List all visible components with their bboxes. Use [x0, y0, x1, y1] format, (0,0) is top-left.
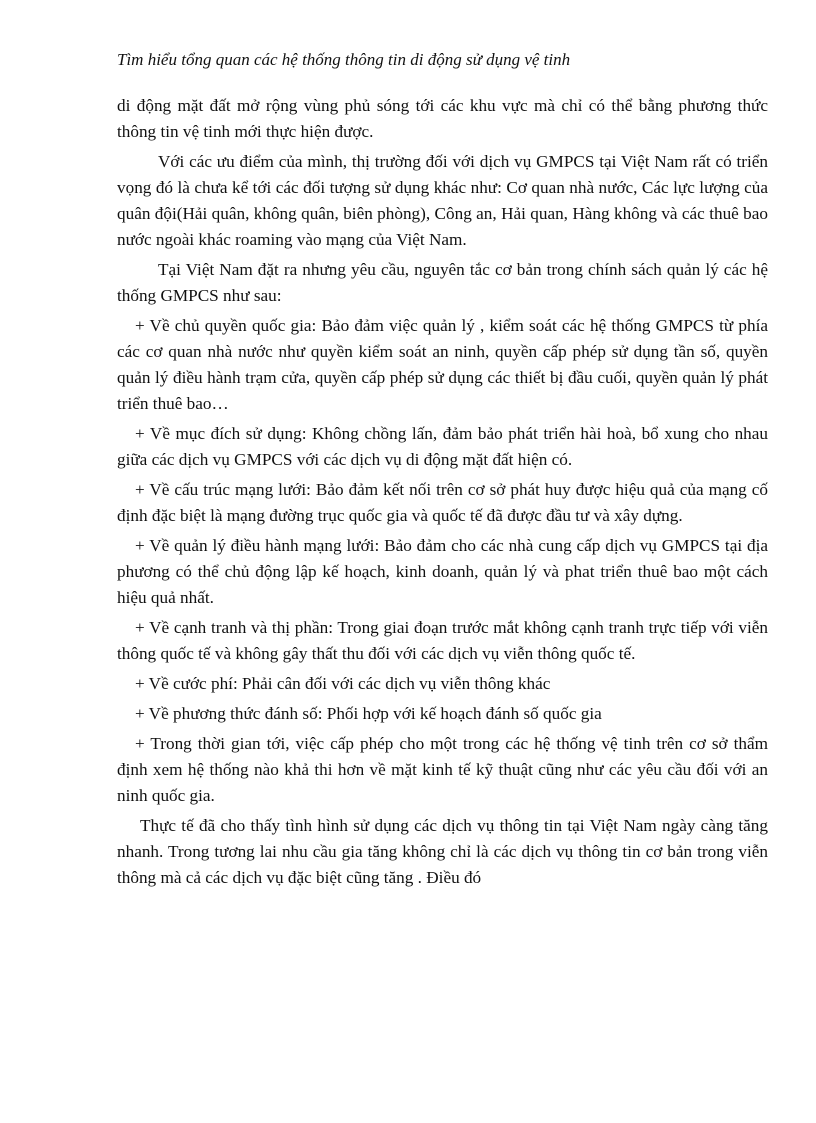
paragraph: di động mặt đất mở rộng vùng phủ sóng tới các khu vực mà chỉ có thể bằng phương thức thông tin vệ tinh mới thực hiện được.	[117, 96, 768, 141]
document-body	[117, 93, 768, 895]
paragraph: Tại Việt Nam đặt ra nhưng yêu cầu, nguyên tắc cơ bản trong chính sách quản lý các hệ thống GMPCS như sau:	[117, 260, 768, 305]
bullet-paragraph: + Trong thời gian tới, việc cấp phép cho một trong các hệ thống vệ tinh trên cơ sở thẩm định xem hệ thống nào khả thi hơn về mặt kinh tế kỹ thuật cũng như các yêu cầu đối với an ninh quốc gia.	[117, 734, 768, 805]
paragraph: Với các ưu điểm của mình, thị trường đối với dịch vụ GMPCS tại Việt Nam rất có triển vọng đó là chưa kể tới các đối tượng sử dụng khác như: Cơ quan nhà nước, Các lực lượng của quân đội(Hải quân, không quân, biên phòng), Công an, Hải quan, Hàng không và các thuê bao nước ngoài khác roaming vào mạng của Việt Nam.	[117, 152, 768, 249]
bullet-paragraph: + Về chủ quyền quốc gia: Bảo đảm việc quản lý , kiểm soát các hệ thống GMPCS từ phía các cơ quan nhà nước như quyền kiểm soát an ninh, quyền cấp phép sử dụng tần số, quyền quản lý điều hành trạm cửa, quyền cấp phép sử dụng các thiết bị đầu cuối, quyền quản lý phát triển thuê bao…	[117, 316, 768, 413]
bullet-paragraph: + Về cạnh tranh và thị phần: Trong giai đoạn trước mắt không cạnh tranh trực tiếp với viễn thông quốc tế và không gây thất thu đối với các dịch vụ viễn thông quốc tế.	[117, 618, 768, 663]
paragraph: Thực tế đã cho thấy tình hình sử dụng các dịch vụ thông tin tại Việt Nam ngày càng tăng nhanh. Trong tương lai nhu cầu gia tăng không chỉ là các dịch vụ thông tin cơ bản trong viễn thông mà cả các dịch vụ đặc biệt cũng tăng . Điều đó	[117, 816, 768, 887]
bullet-paragraph: + Về cấu trúc mạng lưới: Bảo đảm kết nối trên cơ sở phát huy được hiệu quả của mạng cố định đặc biệt là mạng đường trục quốc gia và quốc tế đã được đầu tư và xây dựng.	[117, 480, 768, 525]
page-header-title: Tìm hiểu tổng quan các hệ thống thông tin di động sử dụng vệ tinh	[117, 50, 571, 69]
bullet-paragraph: + Về cước phí: Phải cân đối với các dịch vụ viễn thông khác	[135, 674, 551, 693]
bullet-paragraph: + Về mục đích sử dụng: Không chồng lấn, đảm bảo phát triển hài hoà, bổ xung cho nhau giữa các dịch vụ GMPCS với các dịch vụ di động mặt đất hiện có.	[117, 424, 768, 469]
bullet-paragraph: + Về phương thức đánh số: Phối hợp với kế hoạch đánh số quốc gia	[135, 704, 602, 723]
bullet-paragraph: + Về quản lý điều hành mạng lưới: Bảo đảm cho các nhà cung cấp dịch vụ GMPCS tại địa phương có thể chủ động lập kế hoạch, kinh doanh, quản lý và phat triển thuê bao một cách hiệu quả nhất.	[117, 536, 768, 607]
